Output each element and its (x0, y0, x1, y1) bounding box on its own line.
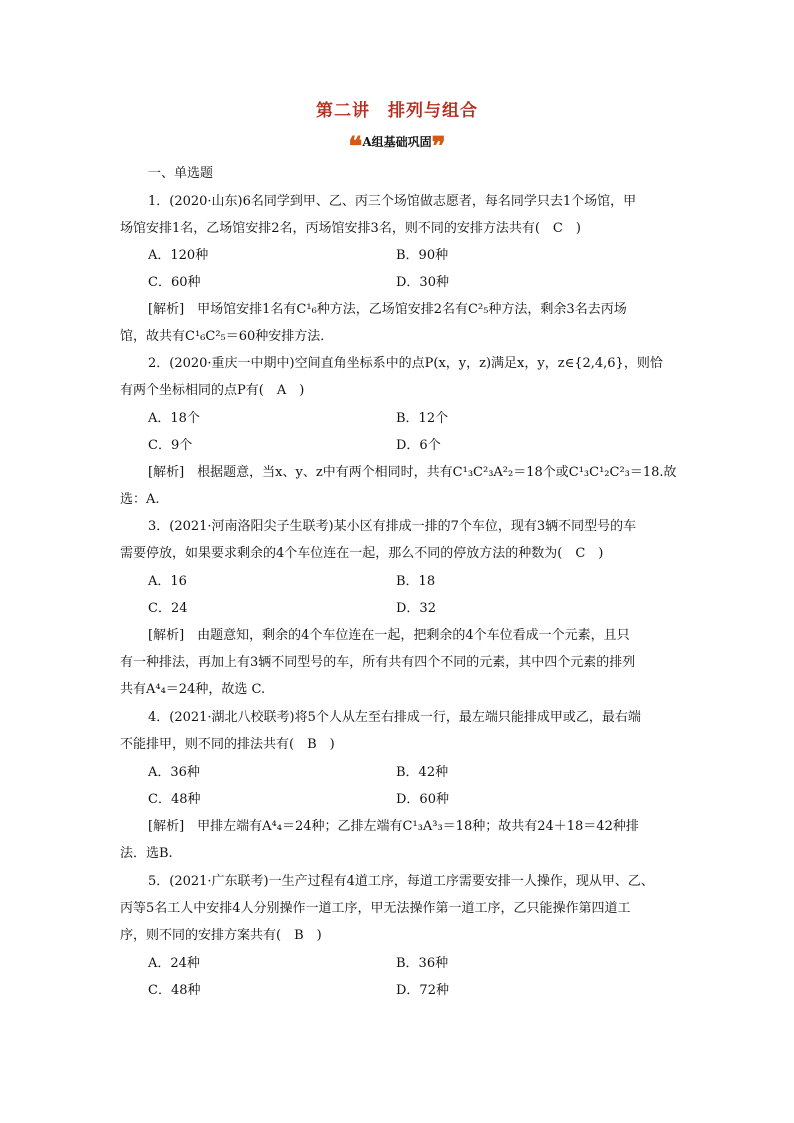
q3-stem-line1: 3．(2021·河南洛阳尖子生联考)某小区有排成一排的7个车位，现有3辆不同型号的车 (148, 519, 637, 534)
close-quote-icon: ❞ (431, 132, 446, 162)
q2-option-d: D．6个 (396, 438, 441, 453)
q3-option-d: D．32 (396, 601, 436, 616)
q5-option-c: C．48种 (148, 983, 201, 998)
q1-option-d: D．30种 (396, 275, 449, 290)
q4-solution-line2: 法．选B. (120, 846, 173, 861)
group-heading (0, 132, 794, 162)
q3-stem-line2: 需要停放，如果要求剩余的4个车位连在一起，那么不同的停放方法的种数为( C ) (120, 546, 604, 561)
q4-option-b: B．42种 (396, 765, 449, 780)
q3-option-a: A．16 (148, 574, 187, 589)
q5-option-a: A．24种 (148, 956, 200, 971)
q1-stem-line2: 场馆安排1名，乙场馆安排2名，丙场馆安排3名，则不同的安排方法共有( C ) (120, 221, 581, 236)
page-title (0, 96, 794, 121)
q1-solution-line1: [解析] 甲场馆安排1名有C¹₆种方法，乙场馆安排2名有C²₅种方法，剩余3名去丙场 (148, 302, 627, 317)
q5-stem-line1: 5．(2021·广东联考)一生产过程有4道工序，每道工序需要安排一人操作，现从甲、乙、 (148, 874, 654, 889)
q4-option-c: C．48种 (148, 792, 201, 807)
section-heading: 一、单选题 (148, 166, 214, 181)
q5-stem-line2: 丙等5名工人中安排4人分别操作一道工序，甲无法操作第一道工序，乙只能操作第四道工 (120, 901, 631, 916)
q5-stem-line3: 序，则不同的安排方案共有( B ) (120, 928, 322, 943)
q1-stem-line1: 1．(2020·山东)6名同学到甲、乙、丙三个场馆做志愿者，每名同学只去1个场馆，甲 (148, 194, 637, 209)
q3-option-b: B．18 (396, 574, 436, 589)
q1-option-c: C．60种 (148, 275, 201, 290)
q3-solution-line1: [解析] 由题意知，剩余的4个车位连在一起，把剩余的4个车位看成一个元素，且只 (148, 628, 630, 643)
q1-option-b: B．90种 (396, 248, 449, 263)
q2-solution-line1: [解析] 根据题意，当x、y、z中有两个相同时，共有C¹₃C²₃A²₂＝18个或C¹₃C¹₂C²₃＝18.故 (148, 465, 677, 480)
q1-option-a: A．120种 (148, 248, 209, 263)
q3-option-c: C．24 (148, 601, 188, 616)
q5-option-d: D．72种 (396, 983, 449, 998)
group-label: A组基础巩固 (362, 135, 432, 149)
q1-solution-line2: 馆，故共有C¹₆C²₅＝60种安排方法． (120, 329, 334, 344)
q3-solution-line3: 共有A⁴₄＝24种，故选 C. (120, 682, 266, 697)
lecture-number: 第二讲 (316, 101, 370, 121)
q4-solution-line1: [解析] 甲排左端有A⁴₄＝24种；乙排左端有C¹₃A³₃＝18种；故共有24＋18＝42种排 (148, 819, 639, 834)
open-quote-icon: ❝ (348, 132, 363, 162)
q4-stem-line1: 4．(2021·湖北八校联考)将5个人从左至右排成一行，最左端只能排成甲或乙，最右端 (148, 710, 641, 725)
lecture-topic: 排列与组合 (388, 101, 478, 121)
q3-solution-line2: 有一种排法，再加上有3辆不同型号的车，所有共有四个不同的元素，其中四个元素的排列 (120, 655, 636, 670)
q2-option-c: C．9个 (148, 438, 193, 453)
q4-option-a: A．36种 (148, 765, 200, 780)
q4-stem-line2: 不能排甲，则不同的排法共有( B ) (120, 737, 335, 752)
q2-option-a: A．18个 (148, 411, 200, 426)
q5-option-b: B．36种 (396, 956, 449, 971)
q2-stem-line2: 有两个坐标相同的点P有( A ) (120, 383, 305, 398)
q2-solution-line2: 选：A. (120, 492, 160, 507)
q2-option-b: B．12个 (396, 411, 449, 426)
q2-stem-line1: 2．(2020·重庆一中期中)空间直角坐标系中的点P(x，y，z)满足x，y，z∈{2,4,6}，则恰 (148, 356, 663, 371)
q4-option-d: D．60种 (396, 792, 449, 807)
